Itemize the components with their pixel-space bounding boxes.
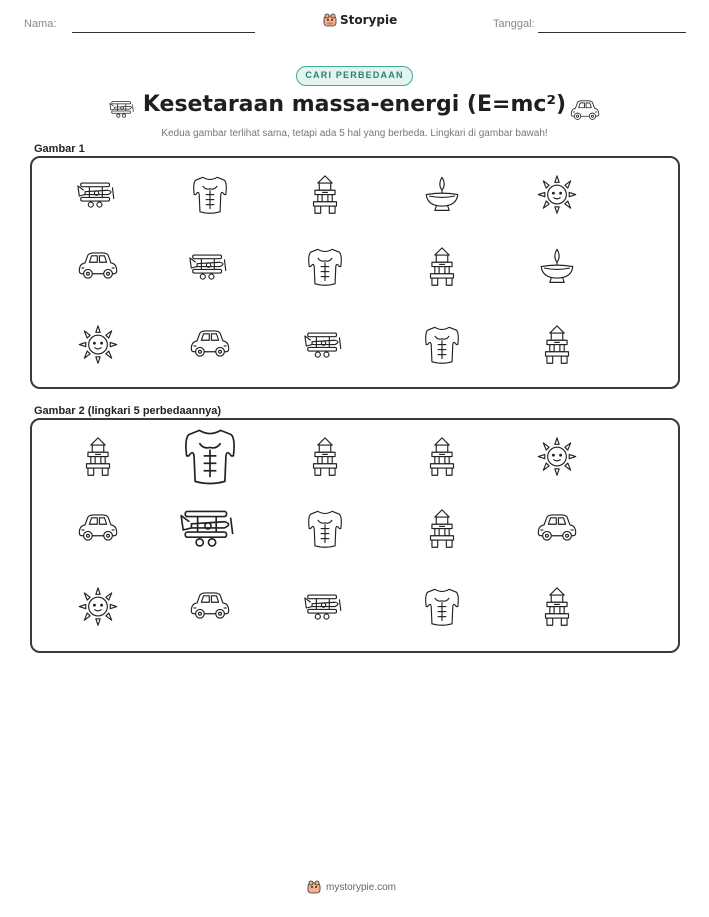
picture-item-torso[interactable] — [302, 507, 348, 553]
picture-item-biplane — [75, 173, 121, 219]
date-label: Tanggal: — [493, 18, 535, 30]
tower-icon — [302, 435, 348, 481]
tower-icon — [75, 435, 121, 481]
tower-icon — [534, 585, 580, 631]
tower-icon — [419, 435, 465, 481]
biplane-icon — [108, 95, 138, 125]
tower-icon — [419, 507, 465, 553]
sun-icon — [534, 173, 580, 219]
activity-badge: CARI PERBEDAAN — [296, 66, 413, 86]
picture-item-torso — [419, 323, 465, 369]
picture-item-tower[interactable] — [534, 585, 580, 631]
picture-item-sun — [75, 323, 121, 369]
picture-item-biplane[interactable] — [177, 497, 243, 563]
storypie-mascot-icon — [307, 880, 321, 894]
page-title: Kesetaraan massa-energi (E=mc²) — [142, 92, 567, 117]
picture-item-tower[interactable] — [302, 435, 348, 481]
car-icon — [534, 507, 580, 553]
picture-item-car[interactable] — [534, 507, 580, 553]
sun-icon — [534, 435, 580, 481]
picture-item-car[interactable] — [75, 507, 121, 553]
picture1-panel — [30, 156, 680, 389]
footer-url: mystorypie.com — [326, 881, 397, 893]
picture-item-torso — [302, 245, 348, 291]
picture-item-sun[interactable] — [534, 435, 580, 481]
torso-icon — [302, 245, 348, 291]
torso-icon — [302, 507, 348, 553]
picture-item-torso[interactable] — [419, 585, 465, 631]
car-icon — [75, 245, 121, 291]
biplane-icon — [75, 173, 121, 219]
picture2-label: Gambar 2 (lingkari 5 perbedaannya) — [34, 405, 222, 417]
picture-item-biplane[interactable] — [302, 585, 348, 631]
oil-lamp-icon — [419, 173, 465, 219]
title-biplane-icon — [108, 95, 138, 125]
picture-item-car — [75, 245, 121, 291]
car-icon — [568, 95, 602, 129]
tower-icon — [419, 245, 465, 291]
picture-item-sun[interactable] — [75, 585, 121, 631]
car-icon — [75, 507, 121, 553]
oil-lamp-icon — [534, 245, 580, 291]
name-label: Nama: — [24, 18, 57, 30]
name-field[interactable] — [72, 32, 255, 33]
storypie-mascot-icon — [323, 13, 337, 27]
picture-item-biplane — [302, 323, 348, 369]
torso-icon — [419, 323, 465, 369]
brand-name: Storypie — [340, 13, 398, 27]
sun-icon — [75, 323, 121, 369]
picture-item-tower — [302, 173, 348, 219]
picture-item-tower[interactable] — [419, 507, 465, 553]
biplane-icon — [187, 245, 233, 291]
picture-item-tower — [534, 323, 580, 369]
picture-item-oil-lamp — [534, 245, 580, 291]
picture-item-torso[interactable] — [176, 424, 244, 492]
car-icon — [187, 585, 233, 631]
footer — [307, 880, 396, 894]
tower-icon — [302, 173, 348, 219]
biplane-icon — [302, 585, 348, 631]
picture-item-torso — [187, 173, 233, 219]
torso-icon — [176, 424, 244, 492]
picture-item-oil-lamp — [419, 173, 465, 219]
title-car-icon — [568, 95, 602, 129]
date-field[interactable] — [538, 32, 686, 33]
picture2-panel[interactable] — [30, 418, 680, 653]
car-icon — [187, 323, 233, 369]
torso-icon — [187, 173, 233, 219]
picture-item-biplane — [187, 245, 233, 291]
picture-item-car — [187, 323, 233, 369]
brand-logo — [323, 13, 397, 27]
picture-item-sun — [534, 173, 580, 219]
picture-item-car[interactable] — [187, 585, 233, 631]
picture1-label: Gambar 1 — [34, 143, 85, 155]
biplane-icon — [177, 497, 243, 563]
sun-icon — [75, 585, 121, 631]
tower-icon — [534, 323, 580, 369]
instructions: Kedua gambar terlihat sama, tetapi ada 5 hal yang berbeda. Lingkari di gambar bawah! — [161, 128, 548, 139]
torso-icon — [419, 585, 465, 631]
picture-item-tower[interactable] — [75, 435, 121, 481]
picture-item-tower[interactable] — [419, 435, 465, 481]
biplane-icon — [302, 323, 348, 369]
picture-item-tower — [419, 245, 465, 291]
